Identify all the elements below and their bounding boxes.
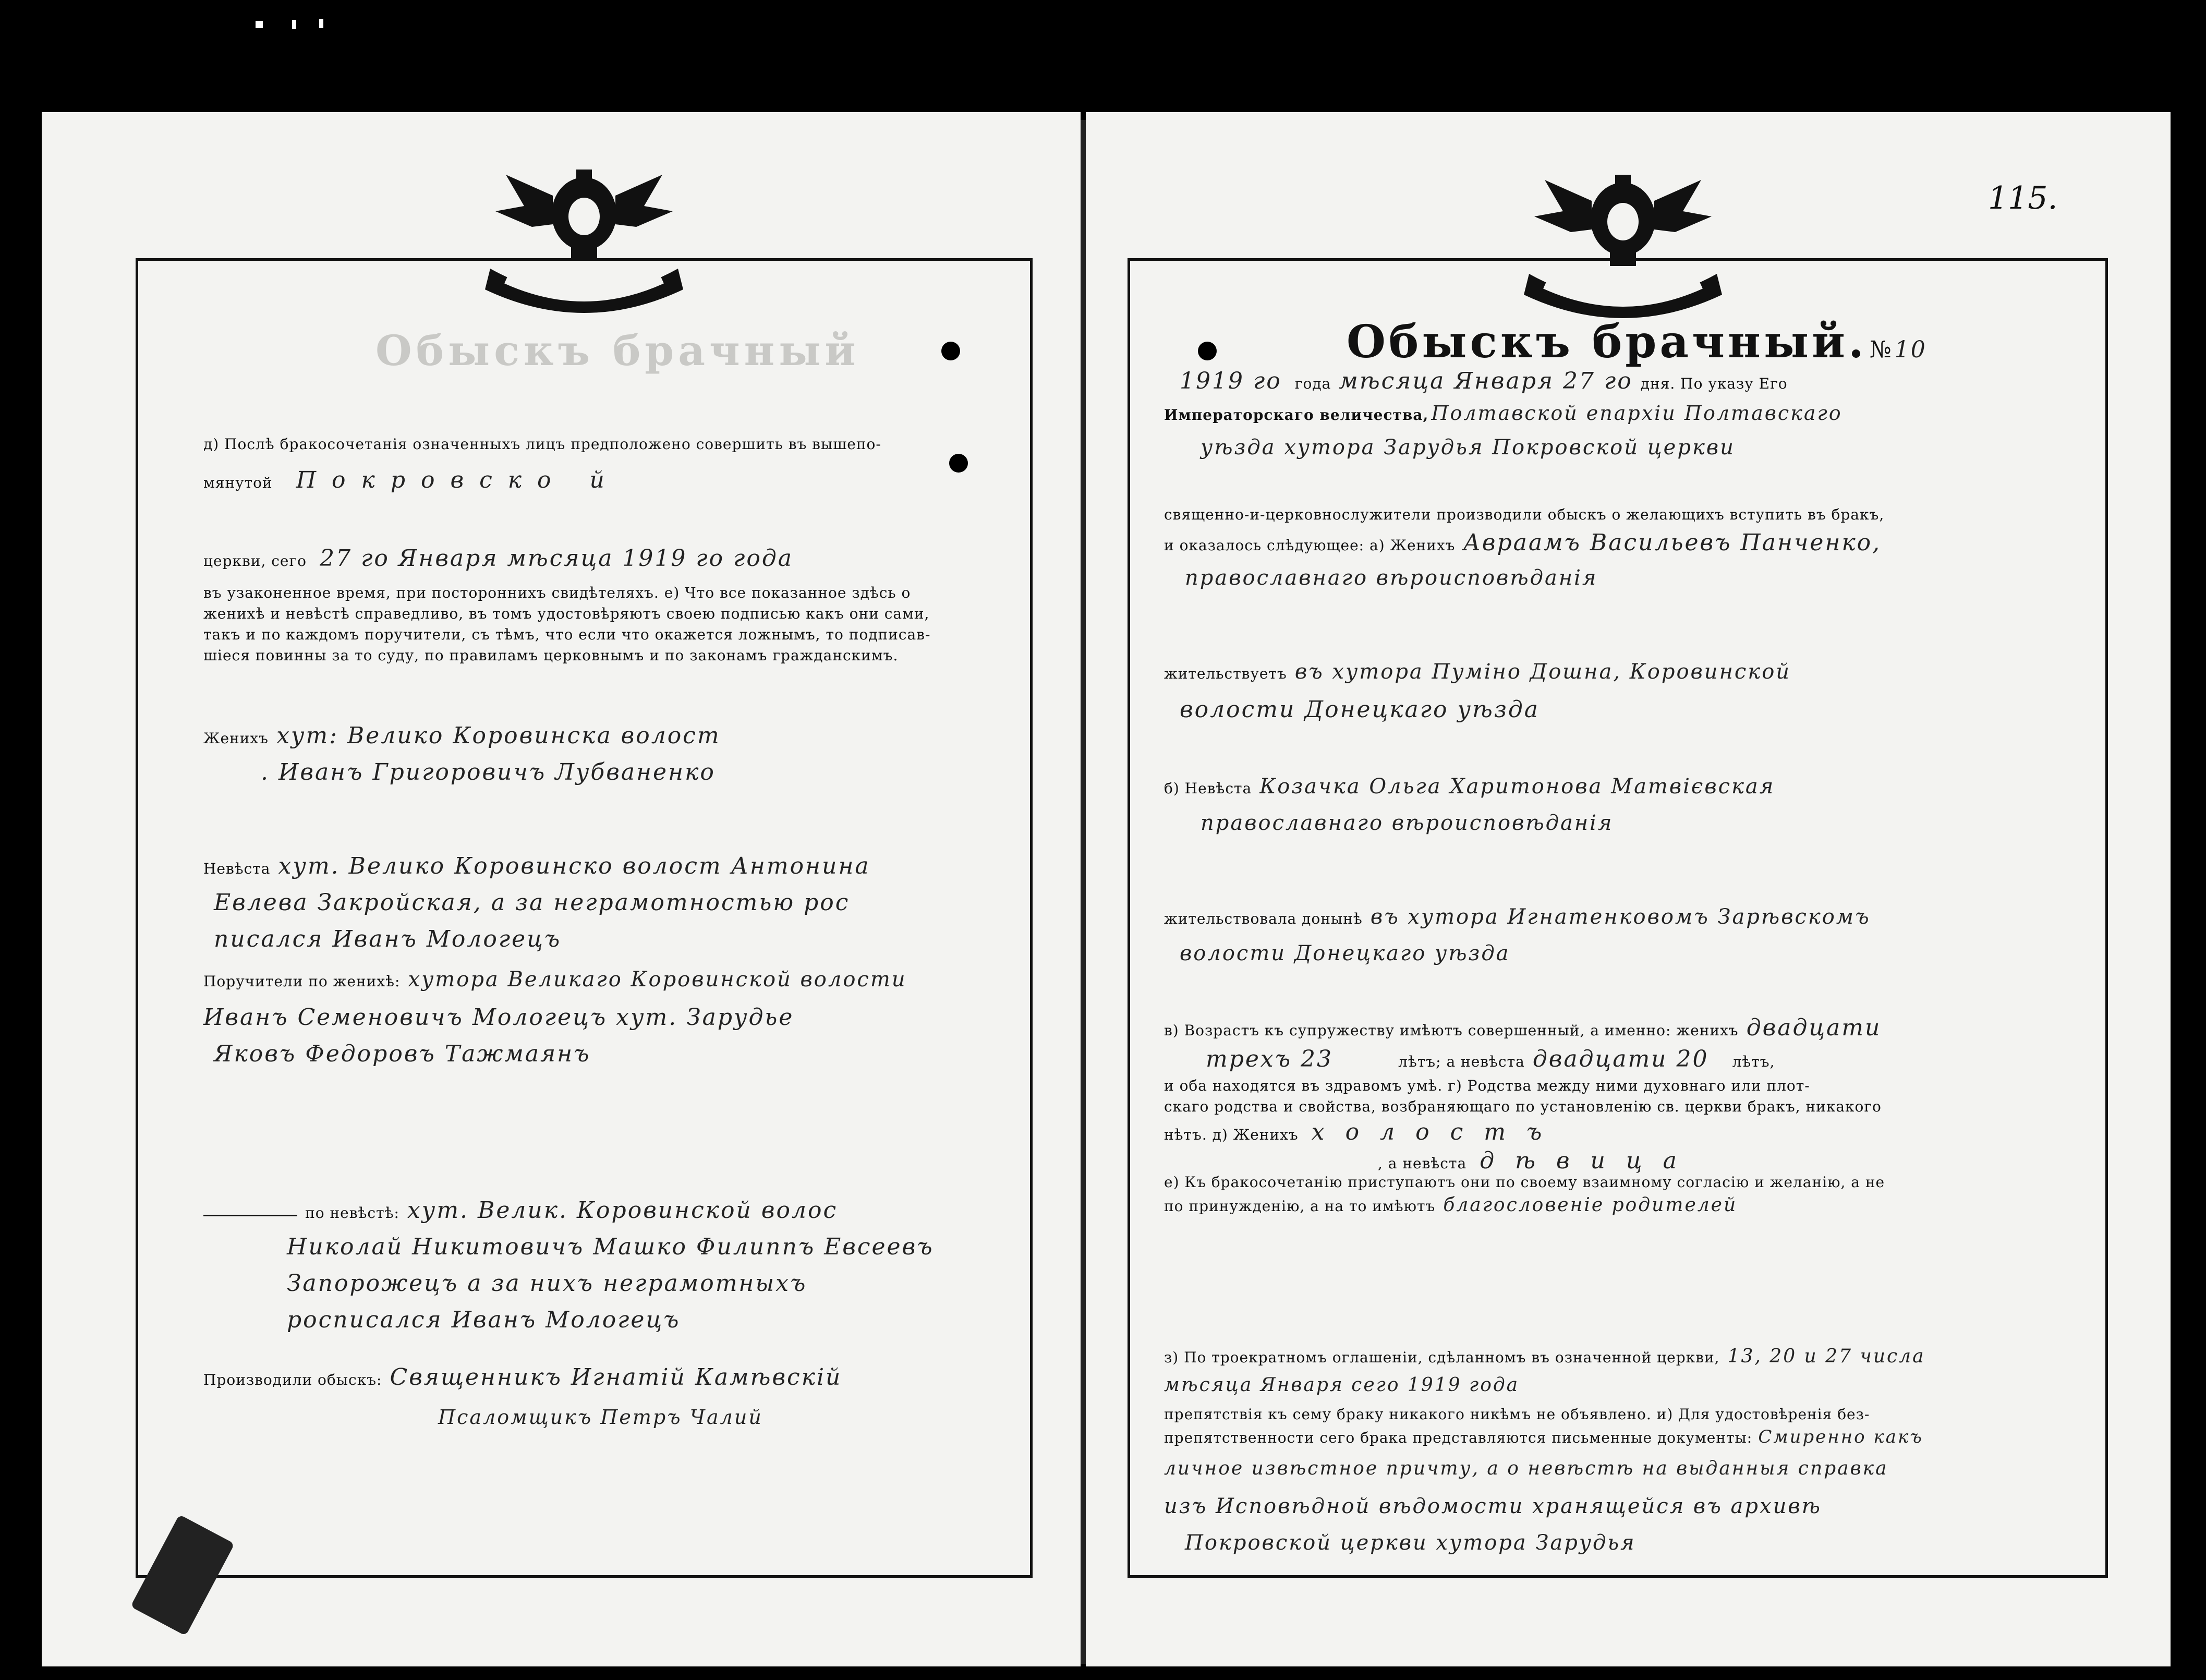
guarantors-groom-line2: Иванъ Семеновичъ Мологецъ хут. Зарудье xyxy=(203,1004,794,1031)
bride-line3: писался Иванъ Мологецъ xyxy=(214,926,562,952)
record-number-handwritten: 10 xyxy=(1894,336,1927,363)
documents-line3: Покровской церкви хутора Зарудья xyxy=(1185,1531,1636,1555)
form-title: Обыскъ брачный. xyxy=(1347,316,1867,368)
bride-faith: православнаго вѣроисповѣданія xyxy=(1201,811,1614,835)
documents-line2: изъ Исповѣдной вѣдомости хранящейся въ архивѣ xyxy=(1164,1494,1822,1518)
banns-text: з) По троекратномъ оглашеніи, сдѣланномъ въ означенной церкви, xyxy=(1164,1349,1720,1366)
diocese-handwritten: Полтавской епархіи Полтавскаго xyxy=(1431,402,1843,425)
banns-line4 xyxy=(1164,1427,1923,1447)
form-title-line xyxy=(1347,316,1927,368)
psalmist-signature: Псаломщикъ Петръ Чалий xyxy=(438,1406,763,1429)
clergy-line2 xyxy=(1164,529,1881,556)
documents-label: препятственности сего брака представляются письменные документы: xyxy=(1164,1429,1753,1446)
bride-age-label: лѣтъ; а невѣста xyxy=(1398,1053,1525,1070)
guarantors-groom-handwritten: хутора Великаго Коровинской волости xyxy=(408,968,907,992)
guarantors-bride-handwritten: хут. Велик. Коровинской волос xyxy=(407,1197,838,1224)
age-line4: скаго родства и свойства, возбраняющаго по установленію св. церкви бракъ, никакого xyxy=(1164,1098,1882,1115)
groom-label: Женихъ xyxy=(203,730,269,747)
priest-signature: Священникъ Игнатій Камѣвскій xyxy=(390,1364,842,1391)
bleed-through-text: Обыскъ брачный xyxy=(375,326,860,375)
bride-residence-label: жительствовала донынѣ xyxy=(1164,910,1363,927)
bride-age-handwritten: двадцати 20 xyxy=(1532,1046,1709,1072)
documents-line1: личное извѣстное причту, а о невѣстѣ на выданныя справка xyxy=(1164,1458,1888,1479)
top-edge-mark xyxy=(256,21,263,28)
documents-handwritten: Смиренно какъ xyxy=(1758,1427,1923,1447)
header-line3: уѣзда хутора Зарудья Покровской церкви xyxy=(1201,436,1735,460)
bride-status-label: , а невѣста xyxy=(1378,1155,1467,1172)
banns-line1 xyxy=(1164,1346,1925,1367)
groom-status-handwritten: холостъ xyxy=(1311,1119,1563,1145)
page-number: 115. xyxy=(1988,180,2058,216)
church-name-handwritten: Покровско й xyxy=(296,467,620,493)
para-d-label: мянутой xyxy=(203,474,273,491)
bride-line1 xyxy=(1164,775,1775,799)
groom-line1 xyxy=(203,722,721,749)
age-line1 xyxy=(1164,1014,1881,1041)
bride-status-handwritten: дѣвица xyxy=(1480,1147,1698,1174)
imperial-text: Императорскаго величества, xyxy=(1164,406,1429,424)
age-line5 xyxy=(1164,1119,1562,1145)
binding-hole xyxy=(1198,342,1217,360)
para-d-line1: д) Послѣ бракосочетанія означенныхъ лицъ предположено совершить въ вышепо- xyxy=(203,436,881,453)
guarantors-groom-line3: Яковъ Федоровъ Тажмаянъ xyxy=(214,1041,591,1067)
bride-line1 xyxy=(203,853,870,879)
binding-hole xyxy=(949,454,968,473)
groom-age-handwritten: двадцати xyxy=(1746,1014,1882,1041)
blank-dash xyxy=(203,1215,297,1216)
left-page xyxy=(42,112,1081,1666)
para-e-line1: въ узаконенное время, при постороннихъ свидѣтеляхъ. е) Что все показанное здѣсь о xyxy=(203,584,911,601)
bride-label: Невѣста xyxy=(203,860,271,877)
para-e-line4: шіеся повинны за то суду, по правиламъ церковнымъ и по законамъ гражданскимъ. xyxy=(203,647,899,664)
guarantors-bride-line2: Николай Никитовичъ Машко Филиппъ Евсеевъ xyxy=(287,1234,934,1260)
bride-residence-line1 xyxy=(1164,905,1871,929)
groom-residence-handwritten: въ хутора Пуміно Дошна, Коровинской xyxy=(1294,660,1791,684)
church-date-handwritten: 27 го Января мѣсяца 1919 го года xyxy=(320,545,793,572)
bride-residence-handwritten: въ хутора Игнатенковомъ Зарѣвскомъ xyxy=(1370,905,1871,929)
age-line3: и оба находятся въ здравомъ умѣ. г) Родства между ними духовнаго или плот- xyxy=(1164,1077,1810,1094)
search-performed-line xyxy=(203,1364,842,1391)
groom-residence-line1 xyxy=(1164,660,1791,684)
church-date-line xyxy=(203,545,793,572)
banns-dates-handwritten: 13, 20 и 27 числа xyxy=(1727,1346,1925,1367)
groom-residence-line2: волости Донецкаго уѣзда xyxy=(1180,696,1540,723)
groom-handwritten: хут: Велико Коровинска волост xyxy=(276,722,721,749)
decree-text: дня. По указу Его xyxy=(1640,375,1788,392)
para-e-line3: такъ и по каждомъ поручители, съ тѣмъ, что если что окажется ложнымъ, то подписав- xyxy=(203,626,931,643)
church-label: церкви, сего xyxy=(203,552,307,570)
bride-handwritten: хут. Велико Коровинско волост Антонина xyxy=(278,853,870,879)
para-d-line2 xyxy=(203,467,620,493)
groom-age-number-handwritten: трехъ 23 xyxy=(1206,1046,1334,1072)
guarantors-groom-label: Поручители по женихѣ: xyxy=(203,973,401,990)
consent-handwritten: благословеніе родителей xyxy=(1443,1194,1738,1216)
search-label: Производили обыскъ: xyxy=(203,1371,382,1388)
consent-label: по принужденію, а на то имѣютъ xyxy=(1164,1198,1436,1215)
marital-status-label: нѣтъ. д) Женихъ xyxy=(1164,1126,1299,1143)
guarantors-bride-line3: Запорожецъ а за нихъ неграмотныхъ xyxy=(287,1270,807,1297)
top-edge-mark xyxy=(292,20,296,29)
bride-label: б) Невѣста xyxy=(1164,780,1252,797)
groom-residence-label: жительствуетъ xyxy=(1164,665,1287,682)
guarantors-bride-line4: росписался Иванъ Мологецъ xyxy=(287,1307,681,1333)
book-gutter xyxy=(1081,120,1086,1664)
groom-line2: . Иванъ Григоровичъ Лубваненко xyxy=(261,759,716,785)
age-line6 xyxy=(1378,1147,1698,1174)
bride-residence-line2: волости Донецкаго уѣзда xyxy=(1180,941,1510,965)
consent-line2 xyxy=(1164,1194,1737,1216)
header-line2 xyxy=(1164,402,1843,425)
age-text: в) Возрастъ къ супружеству имѣютъ совершенный, а именно: женихъ xyxy=(1164,1022,1739,1039)
binding-hole xyxy=(941,342,960,360)
consent-line1: е) Къ бракосочетанію приступаютъ они по своему взаимному согласію и желанію, а не xyxy=(1164,1174,1885,1191)
clergy-line1: священно-и-церковнослужители производили обыскъ о желающихъ вступить въ бракъ, xyxy=(1164,506,1885,523)
top-edge-mark xyxy=(319,19,323,28)
age-line2 xyxy=(1206,1046,1775,1072)
banns-line2: мѣсяца Января сего 1919 года xyxy=(1164,1374,1520,1396)
banns-line3: препятствія къ сему браку никакого никѣмъ не объявлено. и) Для удостовѣренія без- xyxy=(1164,1406,1870,1423)
groom-handwritten: Авраамъ Васильевъ Панченко, xyxy=(1463,529,1882,556)
year-handwritten: 1919 го xyxy=(1180,368,1282,394)
month-day-handwritten: мѣсяца Января 27 го xyxy=(1339,368,1633,394)
bride-line2: Евлева Закройская, а за неграмотностью рос xyxy=(214,889,850,916)
bride-handwritten: Козачка Ольга Харитонова Матвієвская xyxy=(1259,775,1775,799)
guarantors-bride-label: по невѣстѣ: xyxy=(305,1204,399,1222)
groom-faith: православнаго вѣроисповѣданія xyxy=(1185,566,1598,590)
para-e-line2: женихѣ и невѣстѣ справедливо, въ томъ удостовѣряютъ своею подписью какъ они сами, xyxy=(203,605,930,622)
guarantors-groom-line1 xyxy=(203,968,907,992)
year-label: года xyxy=(1294,375,1331,392)
groom-label: и оказалось слѣдующее: а) Женихъ xyxy=(1164,537,1456,554)
record-number-label: № xyxy=(1870,336,1892,363)
right-page xyxy=(1086,112,2171,1666)
guarantors-bride-line1 xyxy=(203,1197,838,1224)
header-line1 xyxy=(1180,368,1788,394)
years-label: лѣтъ, xyxy=(1732,1053,1775,1070)
